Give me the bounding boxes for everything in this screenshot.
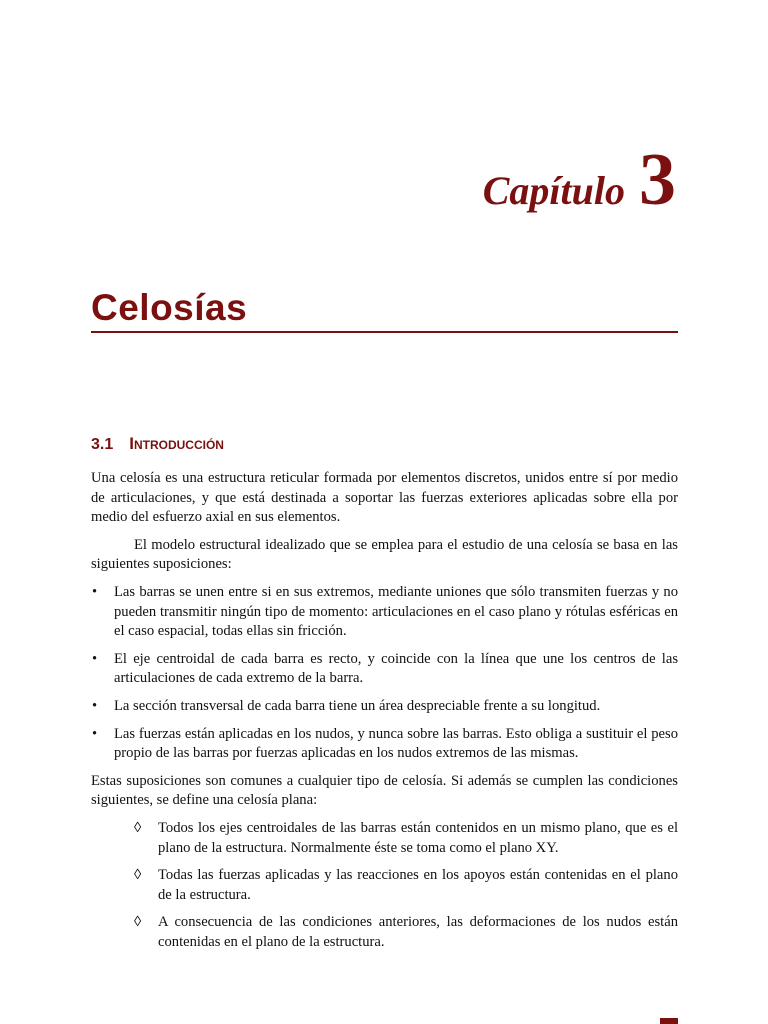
intro-paragraph: Una celosía es una estructura reticular formada por elementos discretos, unidos entre sí por medio de articulaciones, y que está destinada a soportar las fuerzas exteriores aplicadas sobre ella por medio del esfuerzo axial en sus elementos. [91,470,678,526]
section-number: 3.1 [91,436,114,453]
list-item: ◊ Todos los ejes centroidales de las barras están contenidos en un mismo plano, que es el plano de la estructura. Normalmente éste se toma como el plano XY. [134,819,678,858]
model-paragraph: El modelo estructural idealizado que se emplea para el estudio de una celosía se basa en las siguientes suposiciones: [91,536,678,573]
list-item: ◊ Todas las fuerzas aplicadas y las reacciones en los apoyos están contenidas en el plano de la estructura. [134,866,678,905]
chapter-number: 3 [639,139,676,221]
common-paragraph: Estas suposiciones son comunes a cualquier tipo de celosía. Si además se cumplen las condiciones siguientes, se define una celosía plana: [91,772,678,809]
chapter-heading [483,138,676,223]
chapter-title: Celosías [91,287,248,328]
list-item: • Las barras se unen entre si en sus extremos, mediante uniones que sólo transmiten fuerzas y no pueden transmitir ningún tipo de momento: articulaciones en el caso plano y rótulas esféricas en el caso espacial, todas ellas sin fricción. [91,583,678,642]
list-item: • El eje centroidal de cada barra es recto, y coincide con la línea que une los centros de las articulaciones de cada extremo de la barra. [91,650,678,689]
section-heading [91,434,224,454]
title-rule [91,331,678,333]
list-item: • Las fuerzas están aplicadas en los nudos, y nunca sobre las barras. Esto obliga a sustituir el peso propio de las barras por fuerzas aplicadas en los nudos extremos de las mismas. [91,725,678,764]
chapter-word: Capítulo [482,168,625,213]
list-item: ◊ A consecuencia de las condiciones anteriores, las deformaciones de los nudos están contenidas en el plano de la estructura. [134,913,678,952]
body-text [91,469,678,960]
assumptions-list [91,583,678,764]
section-title: Introducción [129,434,224,453]
plane-conditions-list [91,819,678,953]
list-item: • La sección transversal de cada barra tiene un área despreciable frente a su longitud. [91,697,678,717]
page-number-fragment [660,1018,678,1024]
